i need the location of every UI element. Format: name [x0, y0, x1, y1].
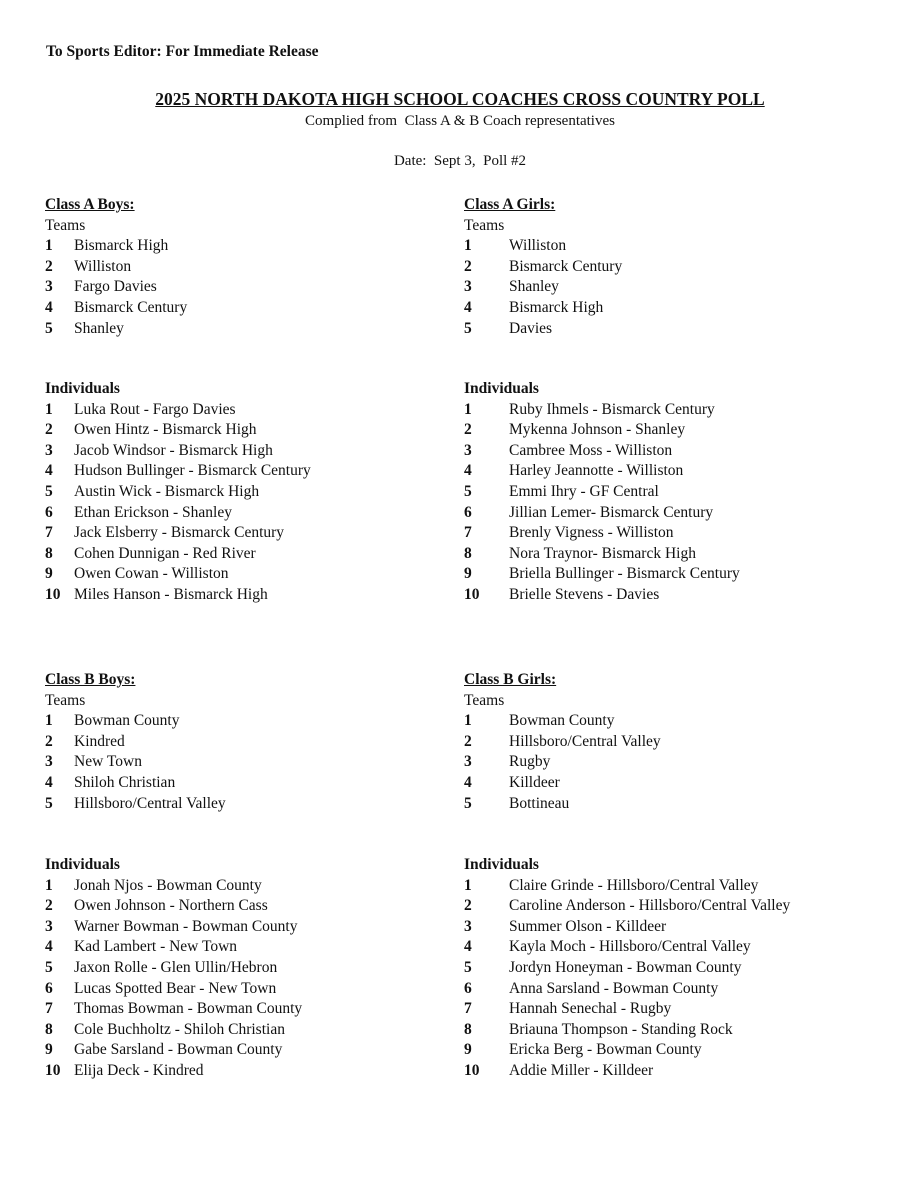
team-name: Bowman County	[509, 712, 615, 730]
class-a-girls-teams-list	[464, 236, 904, 339]
class-a-girls-heading: Class A Girls:	[464, 196, 556, 213]
athlete-name: Cole Buchholtz - Shiloh Christian	[74, 1020, 285, 1038]
class-b-girls-teams-section	[464, 670, 904, 814]
athlete-name: Addie Miller - Killdeer	[509, 1061, 654, 1079]
rank-number: 9	[464, 565, 472, 583]
athlete-name: Jordyn Honeyman - Bowman County	[509, 958, 742, 976]
team-entry	[464, 794, 904, 815]
individual-entry	[45, 420, 485, 441]
rank-number: 2	[45, 897, 53, 915]
individual-entry	[45, 958, 485, 979]
rank-number: 3	[45, 917, 53, 935]
athlete-name: Warner Bowman - Bowman County	[74, 917, 298, 935]
team-name: Bismarck Century	[74, 298, 188, 316]
rank-number: 2	[464, 897, 472, 915]
rank-number: 3	[464, 278, 472, 296]
teams-label: Teams	[45, 216, 86, 234]
class-a-girls-individuals-list	[464, 400, 904, 606]
rank-number: 7	[464, 524, 472, 542]
rank-number: 4	[464, 938, 472, 956]
rank-number: 4	[45, 462, 53, 480]
rank-number: 1	[45, 876, 53, 894]
individual-entry	[464, 876, 904, 897]
individual-entry	[45, 441, 485, 462]
team-name: Fargo Davies	[74, 278, 157, 296]
individual-entry	[45, 896, 485, 917]
rank-number: 8	[464, 544, 472, 562]
rank-number: 1	[45, 237, 53, 255]
athlete-name: Jack Elsberry - Bismarck Century	[74, 524, 285, 542]
rank-number: 5	[45, 482, 53, 500]
rank-number: 8	[464, 1020, 472, 1038]
athlete-name: Kad Lambert - New Town	[74, 938, 238, 956]
athlete-name: Mykenna Johnson - Shanley	[509, 421, 686, 439]
rank-number: 9	[464, 1041, 472, 1059]
team-entry	[464, 257, 904, 278]
poll-date: Date: Sept 3, Poll #2	[393, 153, 527, 169]
individual-entry	[45, 400, 485, 421]
team-entry	[464, 298, 904, 319]
individual-entry	[464, 1061, 904, 1082]
teams-label: Teams	[464, 691, 505, 709]
team-entry	[45, 773, 485, 794]
athlete-name: Ethan Erickson - Shanley	[74, 503, 232, 521]
rank-number: 6	[45, 503, 53, 521]
individuals-label: Individuals	[45, 856, 120, 873]
individual-entry	[464, 461, 904, 482]
team-name: Rugby	[509, 753, 551, 771]
team-name: Shanley	[74, 319, 124, 337]
team-name: Shanley	[509, 278, 559, 296]
individual-entry	[464, 441, 904, 462]
athlete-name: Ericka Berg - Bowman County	[509, 1041, 702, 1059]
athlete-name: Briauna Thompson - Standing Rock	[509, 1020, 733, 1038]
rank-number: 5	[45, 794, 53, 812]
team-entry	[464, 752, 904, 773]
team-entry	[464, 277, 904, 298]
rank-number: 1	[464, 712, 472, 730]
individual-entry	[45, 979, 485, 1000]
individual-entry	[464, 979, 904, 1000]
individual-entry	[464, 896, 904, 917]
rank-number: 7	[45, 1000, 53, 1018]
team-name: Shiloh Christian	[74, 773, 176, 791]
team-entry	[464, 711, 904, 732]
athlete-name: Owen Johnson - Northern Cass	[74, 897, 268, 915]
class-b-girls-heading: Class B Girls:	[464, 671, 557, 688]
team-entry	[45, 277, 485, 298]
rank-number: 3	[45, 278, 53, 296]
rank-number: 6	[464, 503, 472, 521]
athlete-name: Cohen Dunnigan - Red River	[74, 544, 256, 562]
class-a-boys-teams-section	[45, 195, 485, 339]
athlete-name: Gabe Sarsland - Bowman County	[74, 1041, 283, 1059]
athlete-name: Briella Bullinger - Bismarck Century	[509, 565, 740, 583]
rank-number: 5	[464, 482, 472, 500]
team-name: Bismarck Century	[509, 257, 623, 275]
class-b-girls-individuals-list	[464, 876, 904, 1082]
rank-number: 4	[45, 938, 53, 956]
individuals-label: Individuals	[464, 380, 539, 397]
athlete-name: Miles Hanson - Bismarck High	[74, 585, 268, 603]
individual-entry	[45, 1061, 485, 1082]
individual-entry	[464, 1020, 904, 1041]
athlete-name: Owen Cowan - Williston	[74, 565, 229, 583]
athlete-name: Summer Olson - Killdeer	[509, 917, 667, 935]
team-name: New Town	[74, 753, 142, 771]
class-a-boys-teams-list	[45, 236, 485, 339]
team-name: Bottineau	[509, 794, 570, 812]
team-name: Davies	[509, 319, 553, 337]
individual-entry	[464, 420, 904, 441]
athlete-name: Thomas Bowman - Bowman County	[74, 1000, 303, 1018]
rank-number: 9	[45, 565, 53, 583]
athlete-name: Elija Deck - Kindred	[74, 1061, 204, 1079]
athlete-name: Brenly Vigness - Williston	[509, 524, 674, 542]
athlete-name: Austin Wick - Bismarck High	[74, 482, 260, 500]
rank-number: 5	[464, 319, 472, 337]
rank-number: 10	[464, 585, 480, 603]
class-a-girls-individuals-section	[464, 379, 904, 606]
athlete-name: Ruby Ihmels - Bismarck Century	[509, 400, 715, 418]
athlete-name: Luka Rout - Fargo Davies	[74, 400, 236, 418]
individual-entry	[464, 482, 904, 503]
rank-number: 4	[45, 298, 53, 316]
rank-number: 4	[45, 773, 53, 791]
individual-entry	[464, 400, 904, 421]
class-a-boys-individuals-section	[45, 379, 485, 606]
rank-number: 7	[464, 1000, 472, 1018]
individual-entry	[464, 937, 904, 958]
rank-number: 7	[45, 524, 53, 542]
individual-entry	[45, 1020, 485, 1041]
individual-entry	[464, 958, 904, 979]
athlete-name: Claire Grinde - Hillsboro/Central Valley	[509, 876, 759, 894]
rank-number: 5	[464, 958, 472, 976]
individual-entry	[45, 1040, 485, 1061]
athlete-name: Emmi Ihry - GF Central	[509, 482, 659, 500]
class-b-boys-individuals-list	[45, 876, 485, 1082]
individual-entry	[45, 876, 485, 897]
individual-entry	[45, 585, 485, 606]
rank-number: 4	[464, 773, 472, 791]
team-entry	[464, 732, 904, 753]
athlete-name: Jaxon Rolle - Glen Ullin/Hebron	[74, 958, 278, 976]
team-name: Williston	[74, 257, 132, 275]
rank-number: 10	[45, 585, 61, 603]
rank-number: 5	[464, 794, 472, 812]
team-entry	[45, 794, 485, 815]
rank-number: 3	[464, 753, 472, 771]
rank-number: 4	[464, 462, 472, 480]
rank-number: 8	[45, 544, 53, 562]
class-b-girls-individuals-section	[464, 855, 904, 1082]
athlete-name: Lucas Spotted Bear - New Town	[74, 979, 277, 997]
athlete-name: Owen Hintz - Bismarck High	[74, 421, 257, 439]
athlete-name: Harley Jeannotte - Williston	[509, 462, 684, 480]
individual-entry	[45, 564, 485, 585]
athlete-name: Jillian Lemer- Bismarck Century	[509, 503, 714, 521]
rank-number: 10	[45, 1061, 61, 1079]
teams-label: Teams	[464, 216, 505, 234]
athlete-name: Anna Sarsland - Bowman County	[509, 979, 719, 997]
individual-entry	[45, 523, 485, 544]
individual-entry	[464, 523, 904, 544]
teams-label: Teams	[45, 691, 86, 709]
individual-entry	[45, 917, 485, 938]
rank-number: 9	[45, 1041, 53, 1059]
rank-number: 1	[464, 237, 472, 255]
team-entry	[464, 319, 904, 340]
team-entry	[45, 236, 485, 257]
athlete-name: Nora Traynor- Bismarck High	[509, 544, 696, 562]
page-title: 2025 NORTH DAKOTA HIGH SCHOOL COACHES CROSS COUNTRY POLL	[155, 89, 765, 109]
rank-number: 3	[464, 441, 472, 459]
team-name: Bismarck High	[74, 237, 169, 255]
team-entry	[45, 319, 485, 340]
class-b-boys-teams-section	[45, 670, 485, 814]
rank-number: 5	[45, 958, 53, 976]
team-entry	[45, 732, 485, 753]
rank-number: 2	[464, 421, 472, 439]
rank-number: 6	[464, 979, 472, 997]
rank-number: 2	[464, 257, 472, 275]
rank-number: 6	[45, 979, 53, 997]
class-b-boys-heading: Class B Boys:	[45, 671, 136, 688]
rank-number: 2	[45, 421, 53, 439]
rank-number: 1	[45, 400, 53, 418]
team-name: Hillsboro/Central Valley	[74, 794, 226, 812]
individual-entry	[464, 585, 904, 606]
individual-entry	[45, 482, 485, 503]
class-a-boys-heading: Class A Boys:	[45, 196, 135, 213]
athlete-name: Hudson Bullinger - Bismarck Century	[74, 462, 311, 480]
team-name: Williston	[509, 237, 567, 255]
rank-number: 2	[45, 257, 53, 275]
individual-entry	[464, 917, 904, 938]
rank-number: 1	[464, 400, 472, 418]
athlete-name: Jonah Njos - Bowman County	[74, 876, 262, 894]
rank-number: 10	[464, 1061, 480, 1079]
individual-entry	[464, 999, 904, 1020]
individual-entry	[464, 503, 904, 524]
individual-entry	[45, 999, 485, 1020]
athlete-name: Caroline Anderson - Hillsboro/Central Valley	[509, 897, 791, 915]
team-name: Bowman County	[74, 712, 180, 730]
individuals-label: Individuals	[464, 856, 539, 873]
rank-number: 1	[45, 712, 53, 730]
team-name: Hillsboro/Central Valley	[509, 732, 661, 750]
athlete-name: Hannah Senechal - Rugby	[509, 1000, 672, 1018]
team-entry	[45, 298, 485, 319]
rank-number: 2	[464, 732, 472, 750]
individual-entry	[45, 937, 485, 958]
individual-entry	[464, 1040, 904, 1061]
team-entry	[45, 752, 485, 773]
individual-entry	[45, 461, 485, 482]
team-entry	[464, 773, 904, 794]
team-entry	[45, 257, 485, 278]
individuals-label: Individuals	[45, 380, 120, 397]
class-b-boys-individuals-section	[45, 855, 485, 1082]
class-a-girls-teams-section	[464, 195, 904, 339]
rank-number: 8	[45, 1020, 53, 1038]
rank-number: 3	[45, 753, 53, 771]
athlete-name: Cambree Moss - Williston	[509, 441, 673, 459]
class-b-girls-teams-list	[464, 711, 904, 814]
rank-number: 3	[45, 441, 53, 459]
class-a-boys-individuals-list	[45, 400, 485, 606]
individual-entry	[45, 544, 485, 565]
rank-number: 1	[464, 876, 472, 894]
team-entry	[464, 236, 904, 257]
individual-entry	[464, 544, 904, 565]
rank-number: 3	[464, 917, 472, 935]
individual-entry	[45, 503, 485, 524]
team-entry	[45, 711, 485, 732]
class-b-boys-teams-list	[45, 711, 485, 814]
team-name: Killdeer	[509, 773, 560, 791]
team-name: Kindred	[74, 732, 125, 750]
page-subtitle: Complied from Class A & B Coach representatives	[305, 113, 615, 129]
rank-number: 4	[464, 298, 472, 316]
athlete-name: Jacob Windsor - Bismarck High	[74, 441, 273, 459]
release-line: To Sports Editor: For Immediate Release	[46, 43, 319, 60]
individual-entry	[464, 564, 904, 585]
athlete-name: Kayla Moch - Hillsboro/Central Valley	[509, 938, 751, 956]
athlete-name: Brielle Stevens - Davies	[509, 585, 660, 603]
rank-number: 2	[45, 732, 53, 750]
rank-number: 5	[45, 319, 53, 337]
team-name: Bismarck High	[509, 298, 604, 316]
